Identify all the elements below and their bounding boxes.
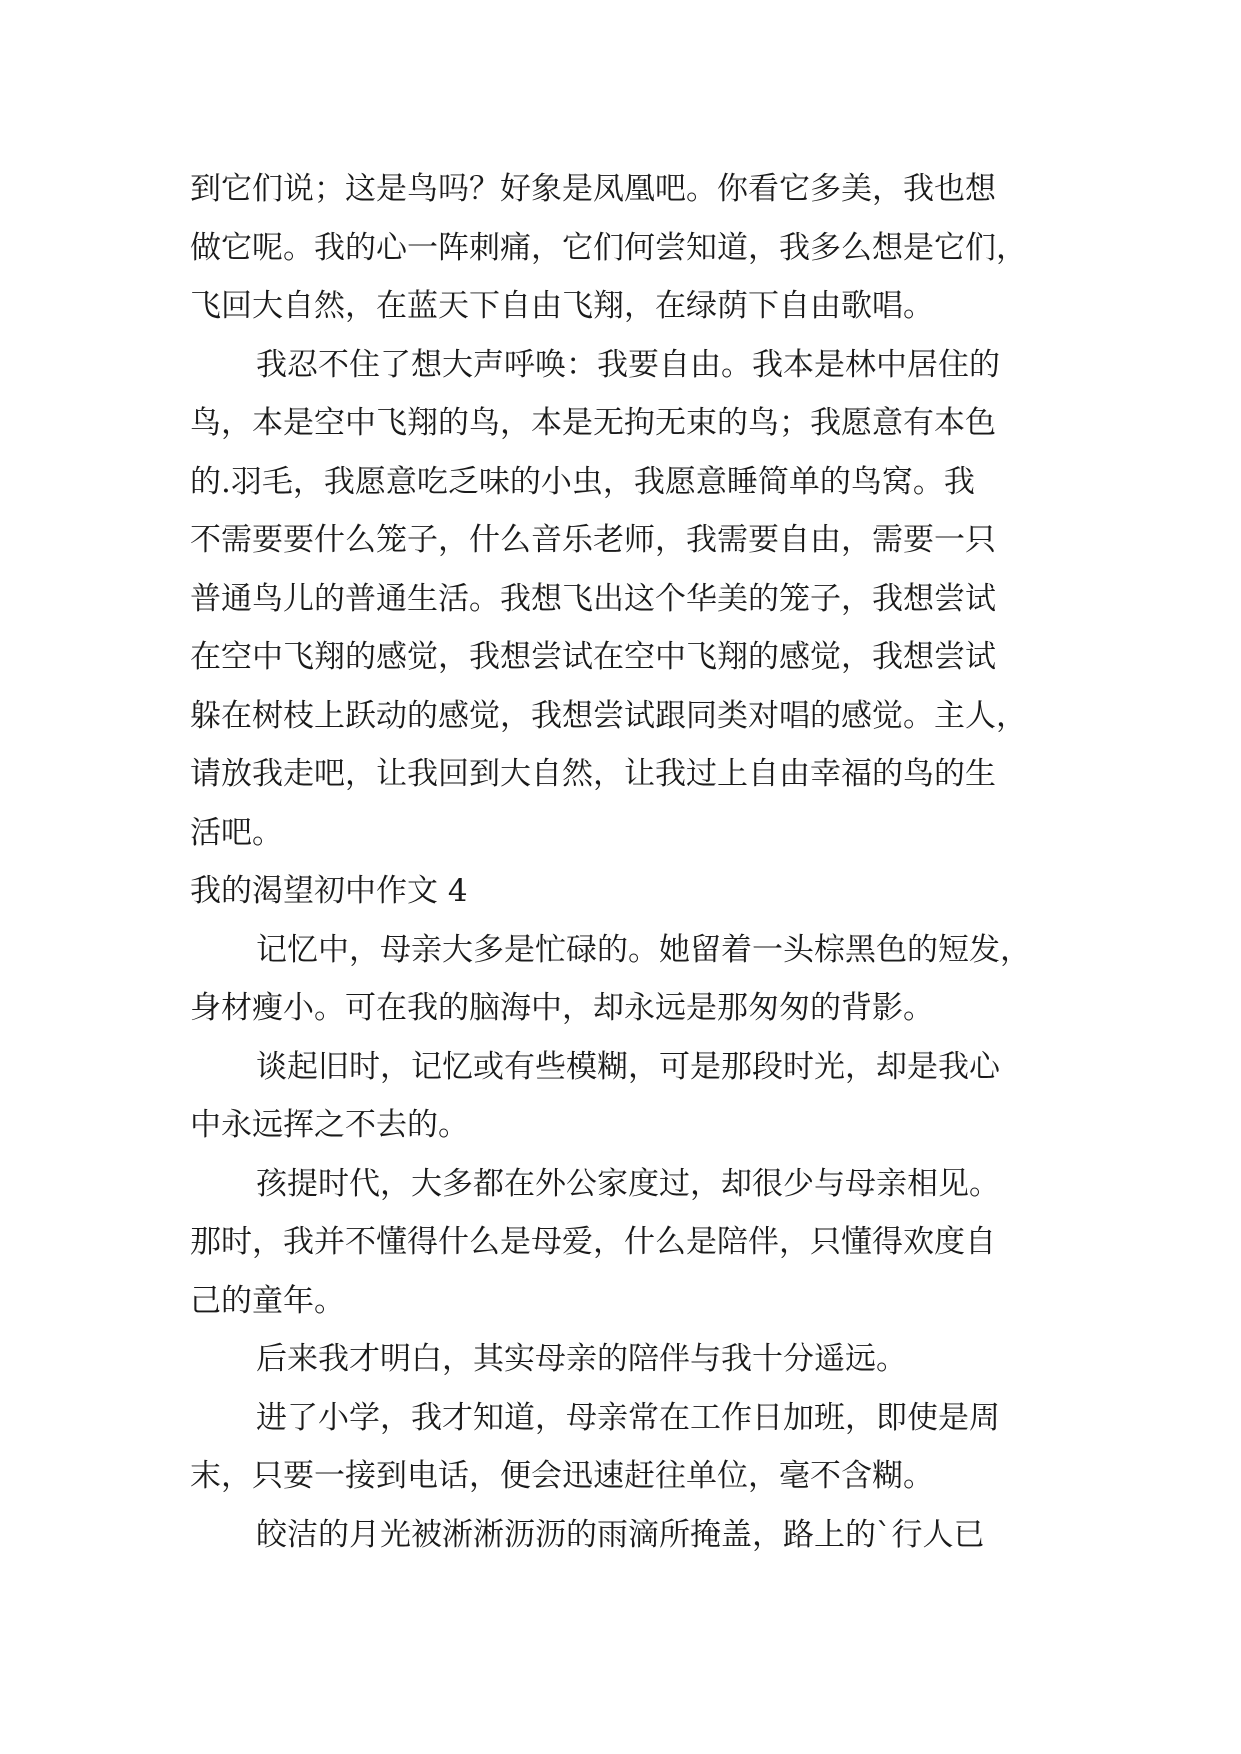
- text-line: 我忍不住了想大声呼唤：我要自由。我本是林中居住的: [256, 346, 1000, 383]
- text-line: 不需要要什么笼子，什么音乐老师，我需要自由，需要一只: [190, 522, 996, 558]
- text-line: 那时，我并不懂得什么是母爱，什么是陪伴，只懂得欢度自: [190, 1224, 996, 1260]
- text-line: 皎洁的月光被淅淅沥沥的雨滴所掩盖，路上的`行人已: [256, 1516, 985, 1553]
- text-line: 己的童年。: [190, 1282, 345, 1319]
- text-line: 躲在树枝上跃动的感觉，我想尝试跟同类对唱的感觉。主人，: [190, 697, 1027, 734]
- text-line: 到它们说；这是鸟吗？好象是凤凰吧。你看它多美，我也想: [190, 171, 996, 207]
- document-body: [190, 160, 1050, 1564]
- text-line: 活吧。: [190, 814, 283, 851]
- text-line: 鸟，本是空中飞翔的鸟，本是无拘无束的鸟；我愿意有本色: [190, 405, 996, 441]
- text-line: 做它呢。我的心一阵刺痛，它们何尝知道，我多么想是它们，: [190, 229, 1027, 266]
- text-line: 后来我才明白，其实母亲的陪伴与我十分遥远。: [256, 1341, 907, 1377]
- text-line: 谈起旧时，记忆或有些模糊，可是那段时光，却是我心: [256, 1048, 1000, 1085]
- text-line: 孩提时代，大多都在外公家度过，却很少与母亲相见。: [256, 1165, 1000, 1202]
- text-line: 的.羽毛，我愿意吃乏味的小虫，我愿意睡简单的鸟窝。我: [190, 463, 975, 500]
- text-line: 记忆中，母亲大多是忙碌的。她留着一头棕黑色的短发，: [256, 931, 1031, 968]
- text-line: 在空中飞翔的感觉，我想尝试在空中飞翔的感觉，我想尝试: [190, 639, 996, 675]
- text-line: 身材瘦小。可在我的脑海中，却永远是那匆匆的背影。: [190, 990, 934, 1026]
- text-line: 进了小学，我才知道，母亲常在工作日加班，即使是周: [256, 1399, 1000, 1436]
- text-line: 末，只要一接到电话，便会迅速赶往单位，毫不含糊。: [190, 1458, 934, 1494]
- text-line: 请放我走吧，让我回到大自然，让我过上自由幸福的鸟的生: [190, 756, 996, 792]
- section-heading: 我的渴望初中作文 4: [190, 873, 468, 909]
- text-line: 普通鸟儿的普通生活。我想飞出这个华美的笼子，我想尝试: [190, 580, 996, 617]
- text-line: 中永远挥之不去的。: [190, 1107, 469, 1143]
- text-line: 飞回大自然，在蓝天下自由飞翔，在绿荫下自由歌唱。: [190, 288, 934, 324]
